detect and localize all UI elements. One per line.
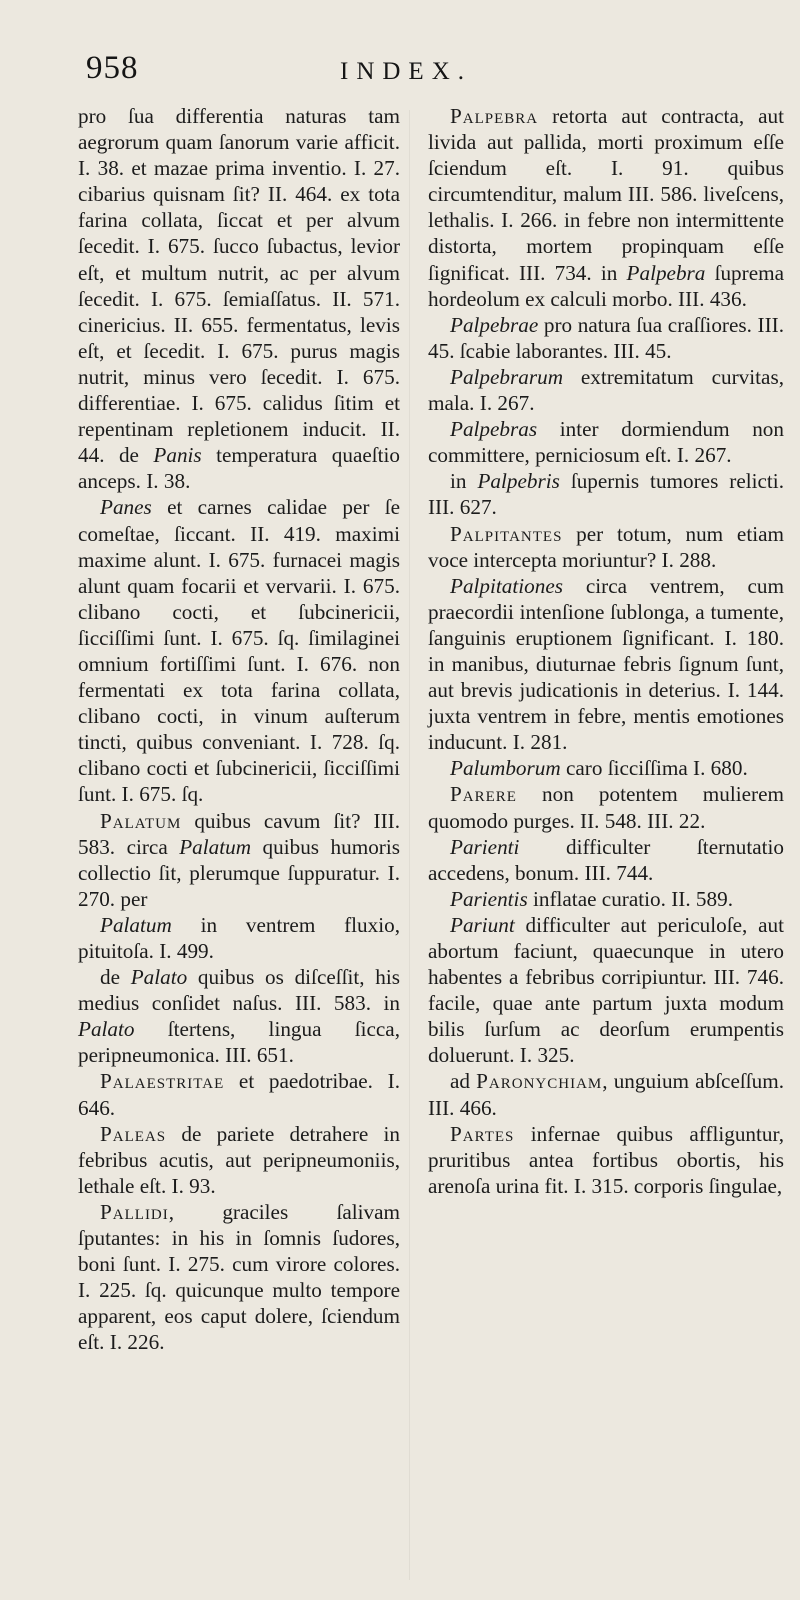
- entry-headword: Palpebra: [450, 104, 539, 128]
- entry-headword: Parere: [450, 782, 517, 807]
- entry-headword: Palpitationes: [450, 573, 563, 598]
- index-entry: Parientis inflatae curatio. II. 589.: [450, 886, 734, 911]
- entry-headword: Palaestritae: [100, 1069, 225, 1094]
- page-header: [0, 50, 800, 110]
- column-gutter: [409, 110, 410, 1580]
- entry-headword: Pariunt: [450, 912, 515, 937]
- index-entry: ad Paronychiam, unguium abſceſſum. III. 466.: [428, 1069, 784, 1120]
- index-entry: de Palato quibus os diſceſſit, his medius conſidet naſus. III. 583. in Palato ſtertens, lingua ſicca, peripneumonica. III. 651.: [78, 965, 401, 1068]
- index-entry: Panes et carnes calidae per ſe comeſtae, ſiccant. II. 419. maximi maxime alunt. I. 675. furnacei magis alunt quam focarii et vervarii. I. 675. clibano cocti, et ſubcinericii, ſicciſſimi ſunt. I. 675. ſq. ſimilaginei omnium fortiſſimi ſunt. I. 676. non fermentati ex tota farina collata, clibano cocti, in vinum auſterum tincti, quibus conveniant. I. 728. ſq. clibano cocti et ſubcinericii, ſicciſſimi ſunt. I. 675. ſq.: [78, 495, 400, 807]
- entry-headword: Palpebrae: [450, 312, 539, 337]
- entry-headword: Palpebris: [477, 469, 560, 494]
- entry-headword: Palatum: [100, 808, 182, 833]
- index-entry: Palumborum caro ſicciſſima I. 680.: [450, 756, 748, 781]
- index-entry: Palatum in ventrem fluxio, pituitoſa. I. 499.: [78, 912, 400, 963]
- entry-headword: Paronychiam: [476, 1069, 603, 1094]
- index-entry: Parere non potentem mulierem quomodo purges. II. 548. III. 22.: [428, 782, 784, 833]
- entry-headword: Parienti: [450, 834, 520, 859]
- index-entry: Palpebras inter dormiendum non committere, perniciosum eſt. I. 267.: [428, 417, 784, 468]
- left-column: [78, 103, 400, 1356]
- entry-headword: Panes: [100, 495, 152, 520]
- entry-headword: Palpitantes: [450, 521, 563, 546]
- entry-headword: Pallidi: [100, 1199, 169, 1224]
- page-number: 958: [86, 50, 139, 86]
- entry-headword: Palpebrarum: [450, 364, 563, 389]
- index-entry: Pariunt difficulter aut periculoſe, aut abortum faciunt, quaecunque in utero habentes a febribus corripiuntur. III. 746. facile, quae ante partum juxta modum bilis ſurſum ac deorſum erumpentis doluerunt. I. 325.: [428, 912, 784, 1068]
- entry-headword: Palpebras: [450, 417, 538, 442]
- entry-headword: Parientis: [450, 886, 528, 911]
- index-entry: Palpebra retorta aut contracta, aut livida aut pallida, morti proximum eſſe ſciendum eſt. I. 91. quibus circumtenditur, malum III. 586. liveſcens, lethalis. I. 266. in febre non intermittente distorta, mortem propinquam eſſe ſignificat. III. 734. in Palpebra ſuprema hordeolum ex calculi morbo. III. 436.: [428, 104, 784, 311]
- index-entry: Parienti difficulter ſternutatio accedens, bonum. III. 744.: [428, 834, 784, 885]
- index-entry: Palpebrarum extremitatum curvitas, mala. I. 267.: [428, 364, 784, 416]
- right-column: [428, 103, 784, 1199]
- index-entry: Palpebrae pro natura ſua craſſiores. III. 45. ſcabie laborantes. III. 45.: [428, 312, 784, 363]
- index-entry: Palpitationes circa ventrem, cum praecordii intenſione ſublonga, a tumente, ſanguinis eruptionem ſignificant. I. 180. in manibus, diuturnae febris ſignum ſunt, aut brevis judicationis in deterius. I. 144. juxta ventrem in febre, mentis emotiones inducunt. I. 281.: [428, 573, 784, 755]
- running-head: INDEX.: [340, 58, 473, 85]
- index-entry: Palpitantes per totum, num etiam voce intercepta moriuntur? I. 288.: [428, 521, 784, 572]
- entry-headword: Palato: [130, 965, 188, 990]
- entry-headword: Paleas: [100, 1121, 167, 1146]
- index-entry: Partes infernae quibus affliguntur, pruritibus antea fortibus obortis, his arenoſa urina fit. I. 315. corporis ſingulae,: [428, 1121, 784, 1198]
- index-entry: pro ſua differentia naturas tam aegrorum quam ſanorum varie afficit. I. 38. et mazae prima inventio. I. 27. cibarius quisnam ſit? II. 464. ex tota farina collata, ſiccat et per alvum ſecedit. I. 675. ſucco ſubactus, levior eſt, et multum nutrit, ac per alvum ſecedit. I. 675. ſemiaſſatus. II. 571. cinericius. II. 655. fermentatus, levis eſt, et ſecedit. I. 675. purus magis nutrit, minus vero ſecedit. I. 675. differentiae. I. 675. calidus ſitim et repentinam repletionem inducit. II. 44. de Panis temperatura quaeſtio anceps. I. 38.: [78, 104, 401, 494]
- entry-headword: Palumborum: [450, 756, 561, 781]
- index-entry: Palaestritae et paedotribae. I. 646.: [78, 1069, 400, 1120]
- entry-headword: Partes: [450, 1121, 515, 1146]
- index-entry: Palatum quibus cavum ſit? III. 583. circa Palatum quibus humoris collectio ſit, plerumque ſuppuratur. I. 270. per: [78, 808, 400, 911]
- index-entry: Paleas de pariete detrahere in febribus acutis, aut peripneumoniis, lethale eſt. I. 93.: [78, 1121, 400, 1198]
- index-entry: in Palpebris ſupernis tumores relicti. III. 627.: [428, 469, 784, 520]
- index-entry: Pallidi, graciles ſalivam ſputantes: in his in ſomnis ſudores, boni ſunt. I. 275. cum virore colores. I. 225. ſq. quicunque multo tempore apparent, eos caput dolere, ſciendum eſt. I. 226.: [78, 1199, 400, 1355]
